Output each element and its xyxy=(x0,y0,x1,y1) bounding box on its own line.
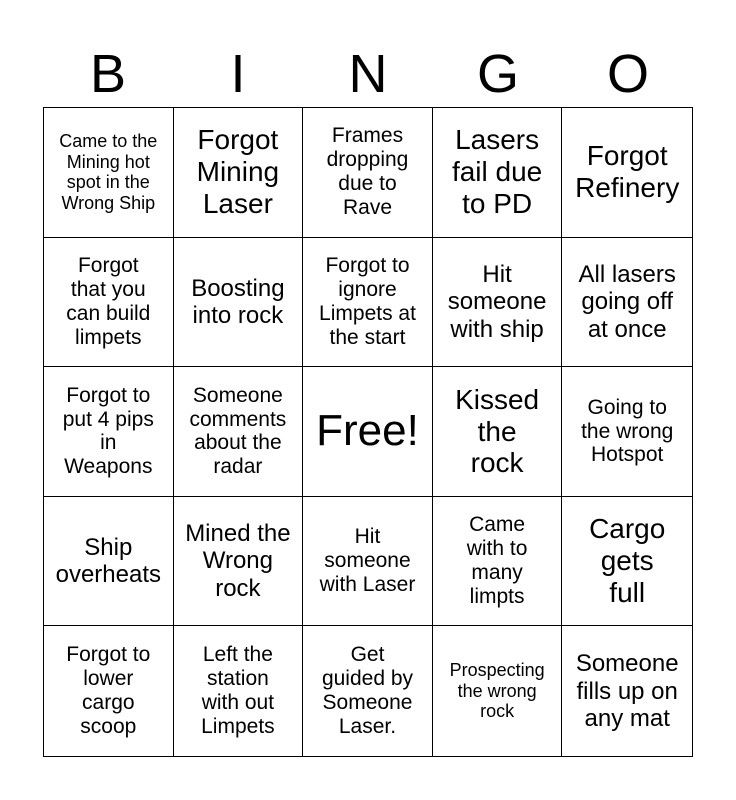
bingo-cell[interactable] xyxy=(433,108,563,238)
bingo-cell-text: Lasers fail due to PD xyxy=(451,124,543,220)
bingo-cell[interactable] xyxy=(44,497,174,627)
bingo-cell[interactable] xyxy=(303,497,433,627)
bingo-cell-text: Hit someone with ship xyxy=(447,260,547,343)
bingo-cell-text: Forgot to lower cargo scoop xyxy=(66,643,151,739)
bingo-cell[interactable] xyxy=(562,497,692,627)
bingo-cell-text: Forgot to put 4 pips in Weapons xyxy=(62,383,154,479)
bingo-cell[interactable] xyxy=(174,108,304,238)
bingo-grid xyxy=(43,107,693,757)
bingo-cell-text: Forgot to ignore Limpets at the start xyxy=(319,254,416,349)
bingo-cell[interactable] xyxy=(433,626,563,756)
bingo-cell-text: Forgot that you can build limpets xyxy=(66,254,151,349)
bingo-cell-text: Prospecting the wrong rock xyxy=(449,660,545,722)
bingo-cell[interactable] xyxy=(174,626,304,756)
bingo-cell[interactable] xyxy=(433,497,563,627)
bingo-cell[interactable] xyxy=(44,238,174,368)
bingo-cell[interactable] xyxy=(174,238,304,368)
bingo-cell-text: Frames dropping due to Rave xyxy=(326,124,409,220)
header-letter-b: B xyxy=(89,44,127,104)
bingo-cell-text: Forgot Refinery xyxy=(575,140,680,204)
bingo-cell-text: Kissed the rock xyxy=(455,383,540,479)
bingo-cell-text: Came to the Mining hot spot in the Wrong Ship xyxy=(59,131,158,213)
header-letter-o: O xyxy=(606,44,649,104)
bingo-cell-text: Someone fills up on any mat xyxy=(575,650,679,732)
bingo-cell[interactable] xyxy=(44,626,174,756)
bingo-cell-text: Mined the Wrong rock xyxy=(185,520,291,602)
bingo-cell-text: Get guided by Someone Laser. xyxy=(321,643,414,739)
bingo-cell[interactable] xyxy=(562,108,692,238)
bingo-cell-text: Left the station with out Limpets xyxy=(201,643,275,739)
bingo-cell[interactable] xyxy=(433,238,563,368)
bingo-cell[interactable] xyxy=(303,626,433,756)
bingo-cell-text: Came with to many limpts xyxy=(466,513,528,609)
bingo-cell[interactable] xyxy=(562,626,692,756)
bingo-cell-text: Ship overheats xyxy=(55,533,161,589)
bingo-cell-text: Going to the wrong Hotspot xyxy=(581,395,674,467)
header-letter-g: G xyxy=(476,44,519,104)
bingo-cell-text: Cargo gets full xyxy=(589,513,666,609)
bingo-cell[interactable] xyxy=(303,238,433,368)
bingo-cell[interactable] xyxy=(44,108,174,238)
bingo-cell[interactable] xyxy=(303,108,433,238)
bingo-cell[interactable] xyxy=(433,367,563,497)
bingo-header xyxy=(43,40,693,108)
bingo-cell-text: Forgot Mining Laser xyxy=(196,124,280,220)
bingo-cell-text: Free! xyxy=(316,406,419,456)
header-letter-n: N xyxy=(348,44,388,104)
bingo-cell[interactable] xyxy=(562,367,692,497)
bingo-cell-text: All lasers going off at once xyxy=(578,260,676,343)
bingo-cell[interactable] xyxy=(562,238,692,368)
header-letter-i: I xyxy=(230,44,246,104)
bingo-cell[interactable] xyxy=(174,367,304,497)
bingo-cell[interactable] xyxy=(174,497,304,627)
bingo-cell-text: Boosting into rock xyxy=(191,274,285,329)
free-space-cell[interactable] xyxy=(303,367,433,497)
bingo-cell-text: Someone comments about the radar xyxy=(189,383,287,479)
bingo-cell[interactable] xyxy=(44,367,174,497)
bingo-cell-text: Hit someone with Laser xyxy=(319,525,416,597)
